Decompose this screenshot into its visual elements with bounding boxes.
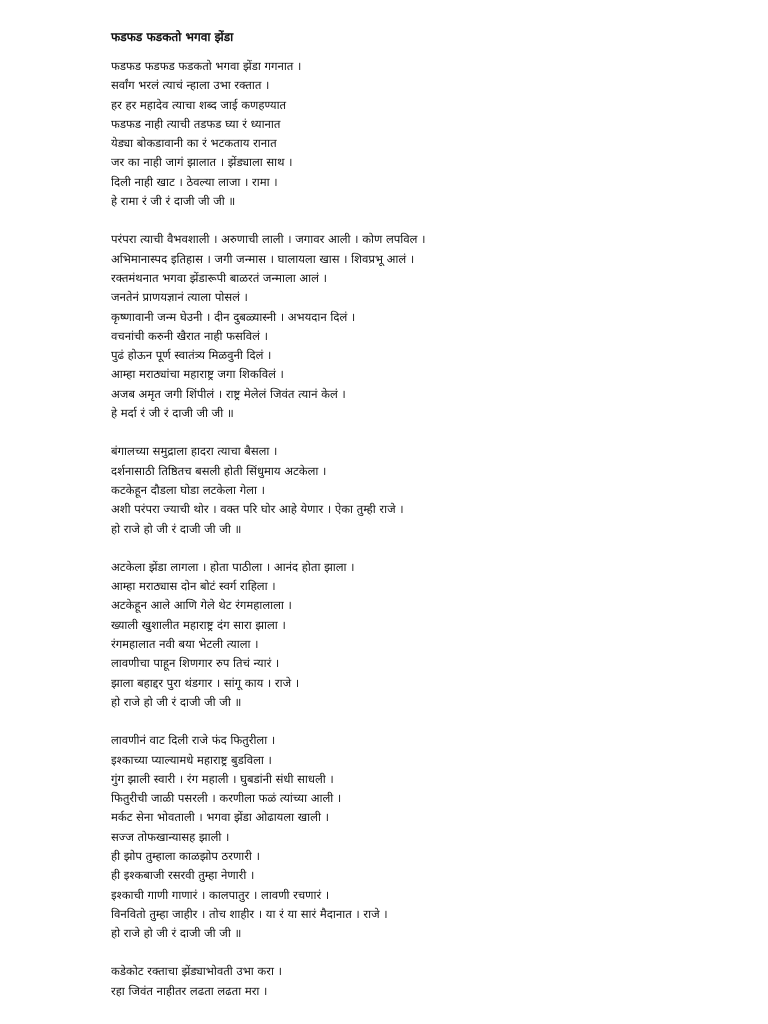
- stanza: [111, 57, 751, 211]
- poem-line: ही इश्कबाजी रसरवी तुम्हा नेणारी ।: [111, 868, 255, 883]
- poem-line: येड्या बोकडावानी का रं भटकताय रानात: [111, 136, 277, 151]
- poem-line: दिली नाही खाट । ठेवल्या लाजा । रामा ।: [111, 174, 278, 189]
- poem-line: आम्हा मराठ्यांचा महाराष्ट्र जगा शिकविलं ।: [111, 367, 284, 382]
- poem-line: झाला बहाद्दर पुरा थंडगार । सांगू काय । राजे ।: [111, 675, 300, 690]
- poem-line: रंगमहालात नवी बया भेटली त्याला ।: [111, 637, 259, 652]
- poem-line: फितुरीची जाळी पसरली । करणीला फळं त्यांच्या आली ।: [111, 791, 342, 806]
- poem-line: ख्याली खुशालीत महाराष्ट्र दंग सारा झाला ।: [111, 617, 286, 632]
- poem-line: वचनांची करुनी खैरात नाही फसविलं ।: [111, 328, 268, 343]
- poem-line: मर्कट सेना भोवताली । भगवा झेंडा ओढायला खाली ।: [111, 810, 329, 825]
- poem-line: विनवितो तुम्हा जाहीर । तोच शाहीर । या रं या सारं मैदानात । राजे ।: [111, 906, 388, 921]
- poem-line: गुंग झाली स्वारी । रंग महाली । घुबडांनी संधी साधली ।: [111, 771, 334, 786]
- poem-line: ही झोप तुम्हाला काळझोप ठरणारी ।: [111, 848, 260, 863]
- poem-line: सज्ज तोफखान्यासह झाली ।: [111, 829, 230, 844]
- poem-line: हर हर महादेव त्याचा शब्द जाई कणहण्यात: [111, 97, 287, 112]
- document-title: फडफड फडकतो भगवा झेंडा: [111, 30, 234, 44]
- poem-body: [111, 57, 751, 1001]
- poem-line: अजब अमृत जगी शिंपीलं । राष्ट्र मेलेलं जिवंत त्यानं केलं ।: [111, 386, 346, 401]
- stanza: [111, 962, 751, 1001]
- stanza: [111, 442, 751, 538]
- poem-line: रक्तमंथनात भगवा झेंडारूपी बाळरतं जन्माला आलं ।: [111, 270, 327, 285]
- poem-line: आम्हा मराठ्यास दोन बोटं स्वर्ग राहिला ।: [111, 579, 276, 594]
- poem-line: अशी परंपरा ज्याची थोर । वक्त परि घोर आहे येणार । ऐका तुम्ही राजे ।: [111, 502, 404, 517]
- poem-line: इश्काची गाणी गाणारं । कालपातुर । लावणी रचणारं ।: [111, 887, 330, 902]
- poem-line: सर्वांग भरलं त्याचं न्हाला उभा रक्तात ।: [111, 78, 270, 93]
- poem-line: कटकेहून दौडला घोडा लटकेला गेला ।: [111, 482, 265, 497]
- poem-line: अभिमानास्पद इतिहास । जगी जन्मास । घालायला खास । शिवप्रभू आलं ।: [111, 251, 415, 266]
- poem-line: लावणीनं वाट दिली राजे फंद फितुरीला ।: [111, 733, 276, 748]
- poem-line: हो राजे हो जी रं दाजी जी जी ॥: [111, 926, 242, 941]
- poem-line: हे रामा रं जी रं दाजी जी जी ॥: [111, 194, 236, 209]
- poem-line: हो राजे हो जी रं दाजी जी जी ॥: [111, 521, 242, 536]
- poem-line: जर का नाही जागं झालात । झेंड्याला साथ ।: [111, 155, 293, 170]
- poem-line: अटकेला झेंडा लागला । होता पाठीला । आनंद होता झाला ।: [111, 559, 355, 574]
- poem-line: इश्काच्या प्याल्यामधे महाराष्ट्र बुडविला ।: [111, 752, 272, 767]
- document-page: [111, 28, 751, 1020]
- poem-line: फडफड नाही त्याची तडफड घ्या रं ध्यानात: [111, 116, 281, 131]
- poem-line: बंगालच्या समुद्राला हादरा त्याचा बैसला ।: [111, 444, 278, 459]
- poem-line: जनतेनं प्राणयज्ञानं त्याला पोसलं ।: [111, 290, 248, 305]
- stanza: [111, 731, 751, 943]
- poem-line: लावणीचा पाहून शिणगार रुप तिचं न्यारं ।: [111, 656, 280, 671]
- poem-line: कृष्णावानी जन्म घेउनी । दीन दुबळ्यास्नी । अभयदान दिलं ।: [111, 309, 356, 324]
- stanza: [111, 230, 751, 423]
- poem-line: कडेकोट रक्ताचा झेंड्याभोवती उभा करा ।: [111, 964, 282, 979]
- stanza: [111, 558, 751, 712]
- poem-line: परंपरा त्याची वैभवशाली । अरुणाची लाली । जगावर आली । कोण लपविल ।: [111, 232, 426, 247]
- poem-line: हो राजे हो जी रं दाजी जी जी ॥: [111, 694, 242, 709]
- poem-line: फडफड फडफड फडकतो भगवा झेंडा गगनात ।: [111, 59, 302, 73]
- poem-line: रहा जिवंत नाहीतर लढता लढता मरा ।: [111, 983, 268, 998]
- poem-line: अटकेहून आले आणि गेले थेट रंगमहालाला ।: [111, 598, 292, 613]
- poem-line: पुढं होऊन पूर्ण स्वातंत्र्य मिळवुनी दिलं ।: [111, 348, 272, 363]
- poem-line: हे मर्दा रं जी रं दाजी जी जी ॥: [111, 406, 234, 421]
- poem-line: दर्शनासाठी तिष्ठितच बसली होती सिंधुमाय अटकेला ।: [111, 463, 327, 478]
